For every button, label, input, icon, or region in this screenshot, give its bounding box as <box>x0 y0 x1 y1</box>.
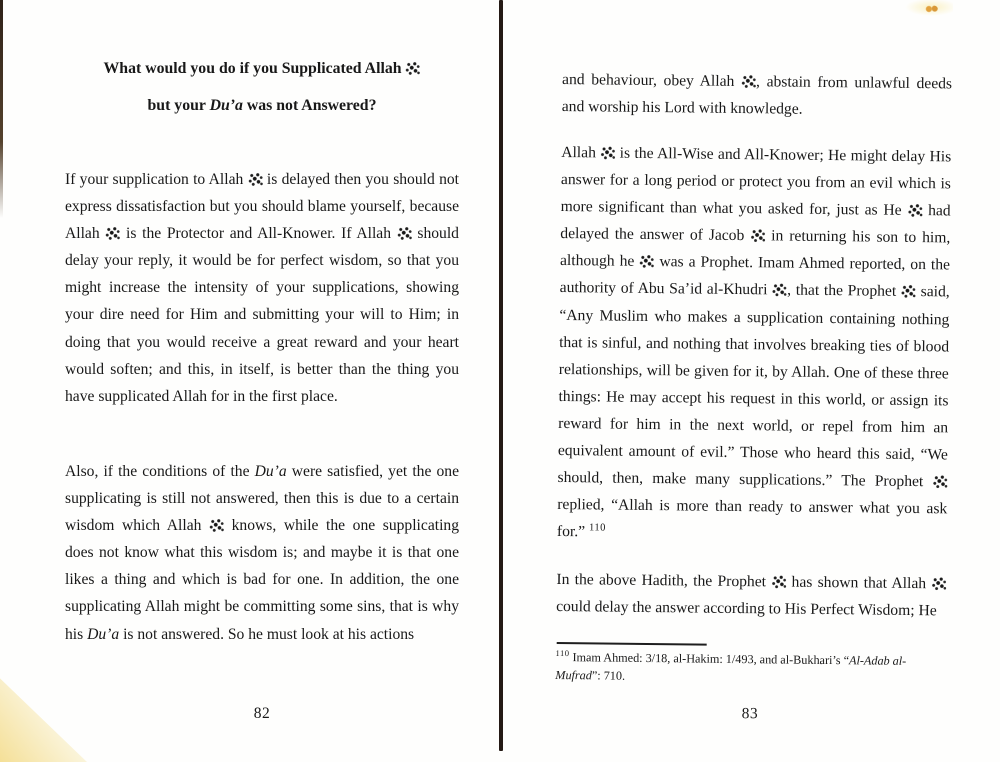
honorific-calligraphy-icon <box>405 61 420 75</box>
honorific-calligraphy-icon <box>931 576 946 590</box>
paragraph: and behaviour, obey Allah , abstain from unlawful deeds and worship his Lord with knowledge. <box>561 70 953 118</box>
honorific-calligraphy-icon <box>600 145 615 159</box>
honorific-calligraphy-icon <box>907 203 922 217</box>
paragraph: If your supplication to Allah is delayed then you should not express dissatisfaction but you should blame yourself, because Allah is the Protector and All-Knower. If Allah should delay your reply, it would be for perfect wisdom, so that you might increase the intensity of your supplications, showing your dire need for Him and submitting your will to Him; in doing that you would receive a great reward and your heart would soften; and this, in itself, is better than the thing you have supplicated Allah for in the first place. <box>65 171 460 405</box>
paragraph: In the above Hadith, the Prophet has shown that Allah could delay the answer according to His Perfect Wisdom; He <box>556 566 947 625</box>
honorific-calligraphy-icon <box>741 74 756 88</box>
honorific-calligraphy-icon <box>750 228 765 242</box>
honorific-calligraphy-icon <box>105 226 120 240</box>
page-left <box>0 0 499 762</box>
honorific-calligraphy-icon <box>772 283 787 297</box>
honorific-calligraphy-icon <box>932 474 947 488</box>
footnote-rule <box>557 642 707 646</box>
page-number-left: 82 <box>253 705 271 722</box>
footnote: $^{110}$ Imam Ahmed: 3/18, al-Hakim: 1/493, and al-Bukhari’s “Al-Adab al-Mufrad”: 710. <box>555 647 907 683</box>
honorific-calligraphy-icon <box>209 518 224 532</box>
honorific-calligraphy-icon <box>639 254 654 268</box>
honorific-calligraphy-icon <box>771 574 786 588</box>
chapter-heading-line2: but your Du’a was not Answered? <box>147 97 377 114</box>
chapter-heading <box>65 50 459 124</box>
footnote-reference: 110 <box>588 522 606 534</box>
chapter-heading-line1: What would you do if you Supplicated Allah <box>65 50 459 87</box>
page-number-right: 83 <box>741 705 759 723</box>
footnote-reference: 110 <box>555 647 570 659</box>
page-right <box>554 0 955 762</box>
honorific-calligraphy-icon <box>901 284 916 298</box>
paragraph: Also, if the conditions of the Du’a were satisfied, yet the one supplicating is still not answered, then this is due to a certain wisdom which Allah knows, while the one supplicating does not know what this wisdom is; and maybe it is that one likes a thing and which is bad for one. In addition, the one supplicating Allah might be committing some sins, that is why his Du’a is not answered. So he must look at his actions <box>65 463 459 643</box>
spine-divider <box>499 0 503 751</box>
paragraph: Allah is the All-Wise and All-Knower; He might delay His answer for a long period or protect you from an evil which is more significant than what you asked for, just as He had delayed the answer of Jacob in returning his son to him, although he was a Prophet. Imam Ahmed reported, on the authority of Abu Sa’id al-Khudri , that the Prophet said, “Any Muslim who makes a supplication containing nothing that is sinful, and nothing that involves breaking ties of blood relationships, will be given for it, by Allah. One of these three things: He may accept his request in this world, or assign its reward for him in the next world, or repel from him an equivalent amount of evil.” Those who heard this said, “We should, then, make many supplications.” The Prophet replied, “Allah is more than ready to answer what you ask for.” $^{110}$ <box>556 143 952 541</box>
honorific-calligraphy-icon <box>397 226 412 240</box>
honorific-calligraphy-icon <box>248 172 263 186</box>
